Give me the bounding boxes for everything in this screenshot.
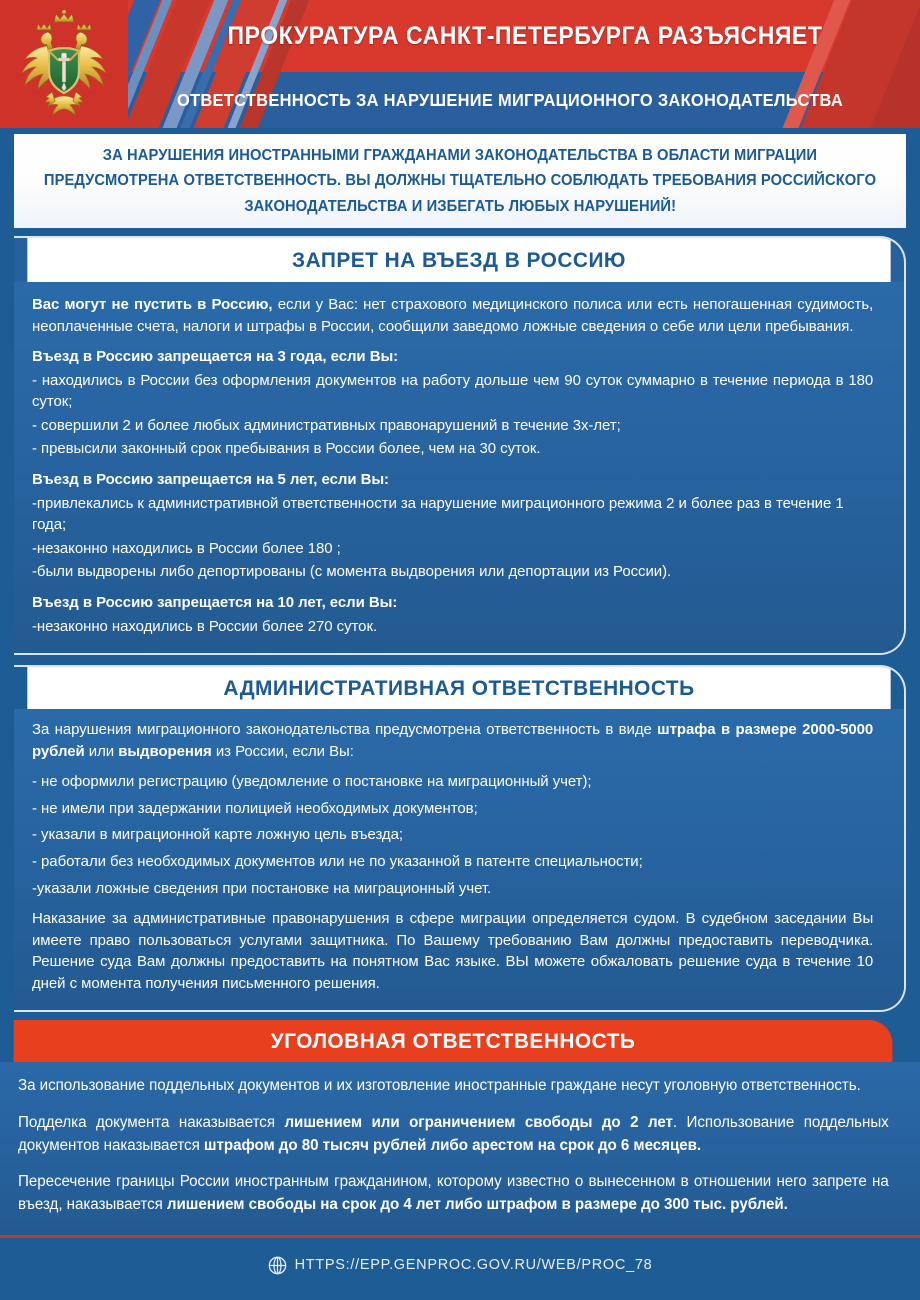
footer-url[interactable]: HTTPS://EPP.GENPROC.GOV.RU/WEB/PROC_78: [294, 1257, 653, 1273]
criminal-heading: УГОЛОВНАЯ ОТВЕТСТВЕННОСТЬ: [14, 1020, 893, 1062]
ban3-title: Въезд в Россию запрещается на 3 года, если Вы:: [32, 348, 399, 366]
poster-footer: [0, 1238, 920, 1292]
criminal-paragraph-2: [18, 1111, 889, 1157]
ban10-item: -незаконно находились в России более 270 суток.: [32, 617, 378, 635]
ban10-title: Въезд в Россию запрещается на 10 лет, если Вы:: [32, 593, 398, 611]
poster-subtitle: ОТВЕТСТВЕННОСТЬ ЗА НАРУШЕНИЕ МИГРАЦИОННОГО ЗАКОНОДАТЕЛЬСТВА: [176, 89, 844, 110]
administrative-card: [14, 665, 906, 1012]
administrative-heading: АДМИНИСТРАТИВНАЯ ОТВЕТСТВЕННОСТЬ: [27, 667, 890, 709]
intro-line-3: ЗАКОНОДАТЕЛЬСТВА И ИЗБЕГАТЬ ЛЮБЫХ НАРУШЕНИЙ!: [244, 197, 676, 215]
globe-icon: [268, 1256, 287, 1275]
administrative-body: [14, 709, 904, 1010]
administrative-item: -указали ложные сведения при постановке на миграционный учет.: [32, 879, 492, 897]
criminal-paragraph-3: [18, 1170, 889, 1216]
section-criminal: [0, 1020, 920, 1235]
entry-ban-intro: [32, 294, 873, 337]
criminal-p3-a: Пересечение границы России иностранным гражданином, которому известно о вынесенном в отношении него запрете на въезд, наказывается: [18, 1172, 889, 1213]
administrative-intro: [32, 719, 873, 762]
ban3-item: - совершили 2 и более любых административных правонарушений в течение 3х-лет;: [32, 416, 621, 434]
intro-banner-wrap: [0, 128, 920, 236]
administrative-closing: Наказание за административные правонарушения в сфере миграции определяется судом. В судебном заседании Вы имеете право пользоваться услугами защитника. По Вашему требованию Вам должны предоставить переводчика. Решение суда Вам должны предоставить на понятном Вас языке. ВЫ можете обжаловать решение суда в течение 10 дней с момента получения письменного решения.: [32, 910, 874, 992]
criminal-penalty-use: штрафом до 80 тысяч рублей либо арестом на срок до 6 месяцев.: [203, 1136, 702, 1154]
admin-deportation: выдворения: [118, 742, 212, 760]
ban3-item: - превысили законный срок пребывания в России более, чем на 30 суток.: [32, 440, 541, 458]
section-entry-ban: [0, 236, 920, 665]
poster-title: ПРОКУРАТУРА САНКТ-ПЕТЕРБУРГА РАЗЪЯСНЯЕТ: [227, 21, 823, 50]
ban5-item: -были выдворены либо депортированы (с момента выдворения или депортации из России).: [32, 563, 672, 581]
intro-banner: [14, 134, 906, 228]
intro-line-2: ПРЕДУСМОТРЕНА ОТВЕТСТВЕННОСТЬ. ВЫ ДОЛЖНЫ ТЩАТЕЛЬНО СОБЛЮДАТЬ ТРЕБОВАНИЯ РОССИЙСКОГО: [43, 172, 877, 190]
admin-intro-c: или: [84, 742, 119, 760]
ban3-item: - находились в России без оформления документов на работу дольше чем 90 суток суммарно в течение периода в 180 суток;: [32, 371, 874, 411]
administrative-item: - не имели при задержании полицией необходимых документов;: [32, 799, 478, 817]
admin-intro-e: из России, если Вы:: [211, 742, 354, 760]
ban5-title: Въезд в Россию запрещается на 5 лет, если Вы:: [32, 471, 390, 489]
entry-ban-intro-rest: если у Вас: нет страхового медицинского полиса или есть непогашенная судимость, неоплаченные счета, налоги и штрафы в России, сообщили заведомо ложные сведения о себе или цели пребывания.: [32, 296, 874, 335]
entry-ban-body: [14, 282, 904, 653]
criminal-body: [0, 1062, 920, 1235]
entry-ban-heading: ЗАПРЕТ НА ВЪЕЗД В РОССИЮ: [27, 238, 890, 282]
entry-ban-card: [14, 236, 906, 655]
administrative-item: - указали в миграционной карте ложную цель въезда;: [32, 826, 403, 844]
criminal-p2-c: . Использование поддельных документов наказывается: [18, 1113, 889, 1154]
admin-fine-amount: штрафа в размере 2000-5000 рублей: [32, 721, 874, 760]
criminal-p2-a: Подделка документа наказывается: [18, 1113, 285, 1131]
section-administrative: [0, 665, 920, 1020]
administrative-item: - не оформили регистрацию (уведомление о постановке на миграционный учет);: [32, 773, 592, 791]
criminal-penalty-forgery: лишением или ограничением свободы до 2 лет: [284, 1113, 673, 1131]
intro-line-1: ЗА НАРУШЕНИЯ ИНОСТРАННЫМИ ГРАЖДАНАМИ ЗАКОНОДАТЕЛЬСТВА В ОБЛАСТИ МИГРАЦИИ: [102, 147, 818, 165]
administrative-item: - работали без необходимых документов или не по указанной в патенте специальности;: [32, 852, 643, 870]
ban5-item: -привлекались к административной ответственности за нарушение миграционного режима 2 и более раз в течение 1 года;: [32, 494, 844, 534]
poster-header: [0, 0, 920, 128]
admin-intro-a: За нарушения миграционного законодательства предусмотрена ответственность в виде: [32, 721, 658, 739]
prosecutor-general-emblem-icon: [14, 8, 114, 120]
criminal-penalty-border: лишением свободы на срок до 4 лет либо штрафом в размере до 300 тыс. рублей.: [166, 1195, 788, 1213]
criminal-paragraph-1: За использование поддельных документов и их изготовление иностранные граждане несут уголовную ответственность.: [18, 1077, 861, 1095]
entry-ban-intro-bold: Вас могут не пустить в Россию,: [32, 296, 273, 313]
ban5-item: -незаконно находились в России более 180 ;: [32, 539, 341, 557]
